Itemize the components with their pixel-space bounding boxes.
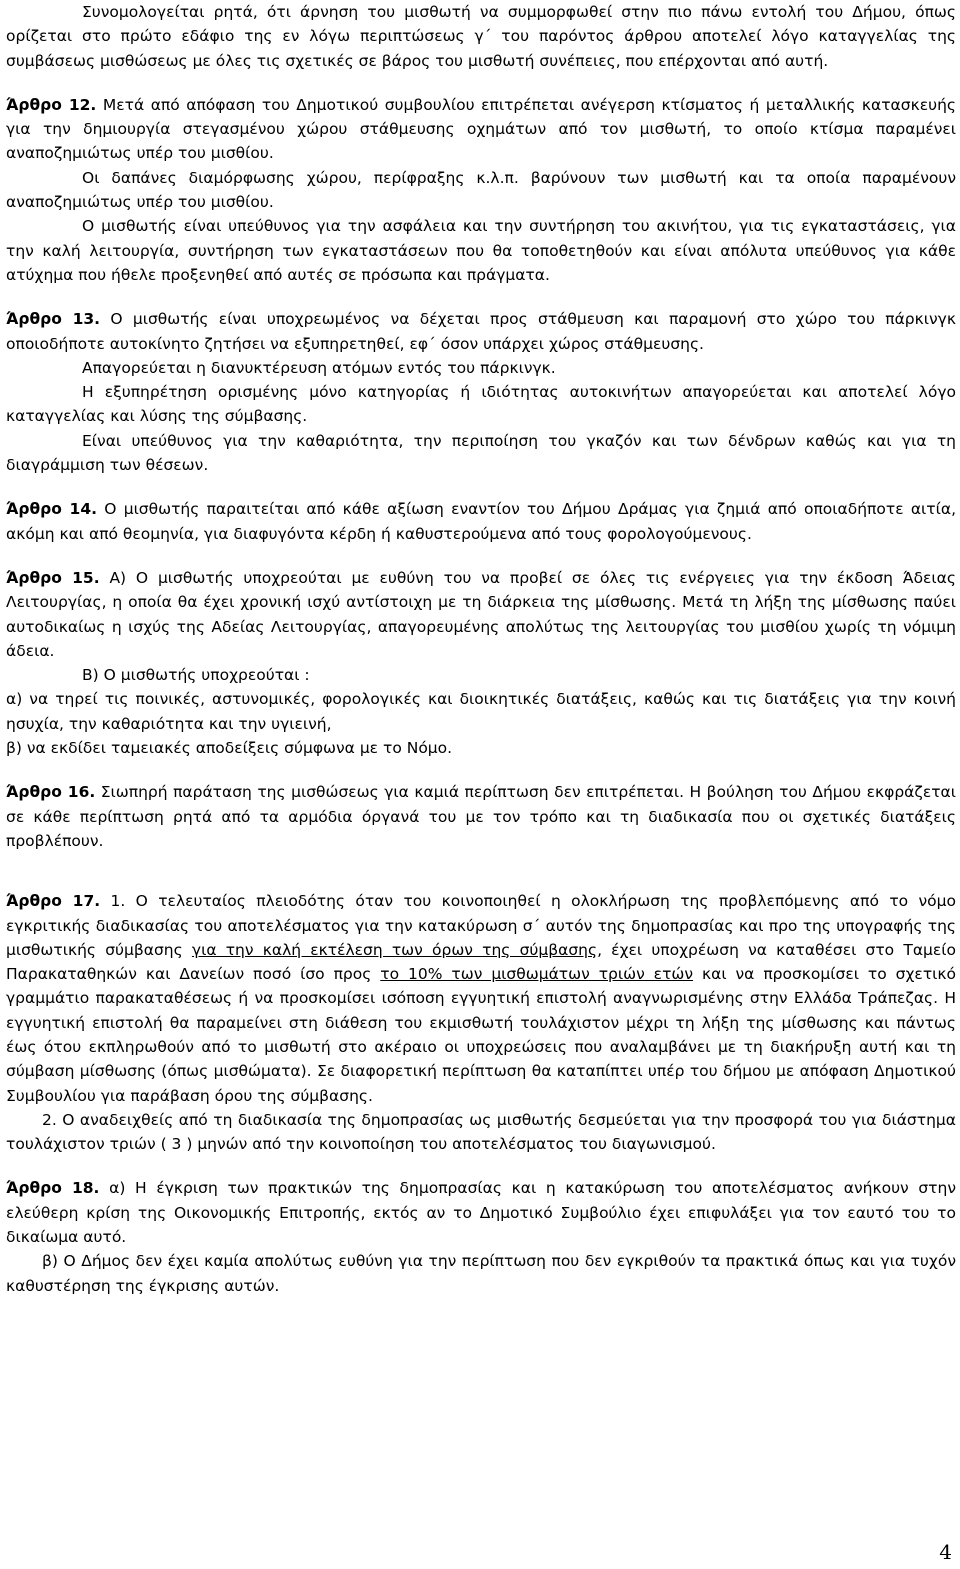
article-15-paragraph-2: Β) Ο μισθωτής υποχρεούται :: [82, 666, 310, 685]
article-15-item-b: β) να εκδίδει ταμειακές αποδείξεις σύμφωνα με το Νόμο.: [6, 739, 453, 758]
article-15-item-a: α) να τηρεί τις ποινικές, αστυνομικές, φορολογικές και διοικητικές διατάξεις, καθώς και τις διατάξεις για την κοινή ησυχία, την καθαριότητα και την υγιεινή,: [6, 690, 956, 733]
article-17-underlined-phrase-1: για την καλή εκτέλεση των όρων της σύμβασης: [191, 940, 598, 959]
article-17-paragraph-1-part-b: , έχει υποχρέωση να καταθέσει στο Ταμείο Παρακαταθηκών και Δανείων ποσό ίσο προς: [6, 940, 956, 984]
article-17-paragraph-2: 2. Ο αναδειχθείς από τη διαδικασία της δημοπρασίας ως μισθωτής δεσμεύεται για την προσφορά του για διάστημα τουλάχιστον τριών ( 3 ) μηνών από την κοινοποίηση του αποτελέσματος του διαγωνισμού.: [6, 1110, 956, 1154]
article-17: [6, 889, 956, 1156]
article-15-label: Άρθρο 15.: [6, 568, 100, 587]
intro-paragraph: Συνομολογείται ρητά, ότι άρνηση του μισθωτή να συμμορφωθεί στην πιο πάνω εντολή του Δήμου, όπως ορίζεται στο πρώτο εδάφιο της εν λόγω περιπτώσεως γ΄ του παρόντος άρθρου αποτελεί λόγο καταγγελίας της συμβάσεως μισθώσεως με όλες τις σχετικές σε βάρος του μισθωτή συνέπειες, που επέρχονται από αυτή.: [6, 3, 956, 70]
article-18: [6, 1176, 956, 1297]
article-12-paragraph-3: Ο μισθωτής είναι υπεύθυνος για την ασφάλεια και την συντήρηση του ακινήτου, για τις εγκαταστάσεις, για την καλή λειτουργία, συντήρηση των εγκαταστάσεων που θα τοποθετηθούν και είναι απόλυτα υπεύθυνος για κάθε ατύχημα που ήθελε προξενηθεί από αυτές σε πρόσωπα και πράγματα.: [6, 217, 956, 284]
article-13-paragraph-2: Απαγορεύεται η διανυκτέρευση ατόμων εντός του πάρκινγκ.: [82, 358, 556, 377]
document-page: [6, 0, 956, 1298]
article-16: [6, 780, 956, 853]
article-17-label: Άρθρο 17.: [6, 892, 101, 911]
article-12-paragraph-2: Οι δαπάνες διαμόρφωσης χώρου, περίφραξης κ.λ.π. βαρύνουν των μισθωτή και τα οποία παραμένουν αναποζημιώτως υπέρ του μισθίου.: [6, 168, 956, 212]
article-13-label: Άρθρο 13.: [6, 310, 101, 329]
article-17-paragraph-1-part-a: 1. Ο τελευταίος πλειοδότης όταν του κοινοποιηθεί η ολοκλήρωση της προβλεπόμενης από το νόμο εγκριτικής διαδικασίας του αποτελέσματος για την κατακύρωση σ΄ αυτόν της δημοπρασίας και προ της υπογραφής της μισθωτικής σύμβασης: [6, 892, 956, 959]
article-18-label: Άρθρο 18.: [6, 1179, 100, 1198]
article-13: [6, 307, 956, 477]
article-16-label: Άρθρο 16.: [6, 783, 96, 802]
article-18-paragraph-2: β) Ο Δήμος δεν έχει καμία απολύτως ευθύνη για την περίπτωση που δεν εγκριθούν τα πρακτικά όπως και για τυχόν καθυστέρηση της έγκρισης αυτών.: [6, 1252, 956, 1295]
article-14: [6, 497, 956, 546]
article-16-paragraph-1: Σιωπηρή παράταση της μισθώσεως για καμιά περίπτωση δεν επιτρέπεται. Η βούληση του Δήμου εκφράζεται σε κάθε περίπτωση ρητά από τα αρμόδια όργανά του με τον τρόπο και τη διαδικασία που οι σχετικές διατάξεις προβλέπουν.: [6, 783, 956, 850]
article-15: [6, 566, 956, 760]
article-15-paragraph-1: Α) Ο μισθωτής υποχρεούται με ευθύνη του να προβεί σε όλες τις ενέργειες για την έκδοση Άδειας Λειτουργίας, η οποία θα έχει χρονική ισχύ αντίστοιχη με τη διάρκεια της μίσθωσης. Μετά τη λήξη της μίσθωσης παύει αυτοδικαίως η ισχύς της Αδείας Λειτουργίας, απαγορευμένης απολύτως της λειτουργίας του μισθίου χωρίς τη νόμιμη άδεια.: [6, 568, 956, 660]
article-12-paragraph-1: Μετά από απόφαση του Δημοτικού συμβουλίου επιτρέπεται ανέγερση κτίσματος ή μεταλλικής κατασκευής για την δημιουργία στεγασμένου χώρου στάθμευσης οχημάτων από τον μισθωτή, το οποίο κτίσμα παραμένει αναποζημιώτως υπέρ του μισθίου.: [6, 95, 956, 163]
article-13-paragraph-3: Η εξυπηρέτηση ορισμένης μόνο κατηγορίας ή ιδιότητας αυτοκινήτων απαγορεύεται και αποτελεί λόγο καταγγελίας και λύσης της σύμβασης.: [6, 383, 956, 426]
page-number: 4: [939, 1540, 952, 1564]
article-12-label: Άρθρο 12.: [6, 95, 97, 114]
article-13-paragraph-1: Ο μισθωτής είναι υποχρεωμένος να δέχεται προς στάθμευση και παραμονή στο χώρο του πάρκινγκ οποιοδήποτε αυτοκίνητο ζητήσει να εξυπηρετηθεί, εφ΄ όσον υπάρχει χώρος στάθμευσης.: [6, 310, 956, 353]
article-13-paragraph-4: Είναι υπεύθυνος για την καθαριότητα, την περιποίηση του γκαζόν και των δένδρων καθώς και για τη διαγράμμιση των θέσεων.: [6, 431, 956, 475]
article-17-paragraph-1-part-c: και να προσκομίσει το σχετικό γραμμάτιο παρακαταθέσεως ή να προσκομίσει ισόποση εγγυητική επιστολή αναγνωρισμένης στην Ελλάδα Τράπεζας. Η εγγυητική επιστολή θα παραμείνει στη διάθεση του εκμισθωτή τουλάχιστον μέχρι τη λήξη της μίσθωσης και πάντως έως ότου εκπληρωθούν από το μισθωτή στο ακέραιο οι υποχρεώσεις που αναλαμβάνει με τη διακήρυξη αυτή και τη σύμβαση μίσθωσης (όπως μισθώματα). Σε διαφορετική περίπτωση θα καταπίπτει υπέρ του δήμου με απόφαση Δημοτικού Συμβουλίου για παράβαση όρου της σύμβασης.: [6, 965, 957, 1105]
intro-block: [6, 0, 956, 73]
article-12: [6, 93, 956, 287]
article-18-paragraph-1: α) Η έγκριση των πρακτικών της δημοπρασίας και η κατακύρωση του αποτελέσματος ανήκουν στην ελεύθερη κρίση της Οικονομικής Επιτροπής, εκτός αν το Δημοτικό Συμβούλιο έχει επιφυλάξει για τον εαυτό του το δικαίωμα αυτό.: [6, 1179, 956, 1247]
article-14-label: Άρθρο 14.: [6, 500, 98, 519]
article-14-paragraph-1: Ο μισθωτής παραιτείται από κάθε αξίωση εναντίον του Δήμου Δράμας για ζημιά από οποιαδήποτε αιτία, ακόμη και από θεομηνία, για διαφυγόντα κέρδη ή καθυστερούμενα από τους φορολογούμενους.: [6, 500, 956, 543]
article-17-underlined-phrase-2: το 10% των μισθωμάτων τριών ετών: [380, 965, 694, 984]
